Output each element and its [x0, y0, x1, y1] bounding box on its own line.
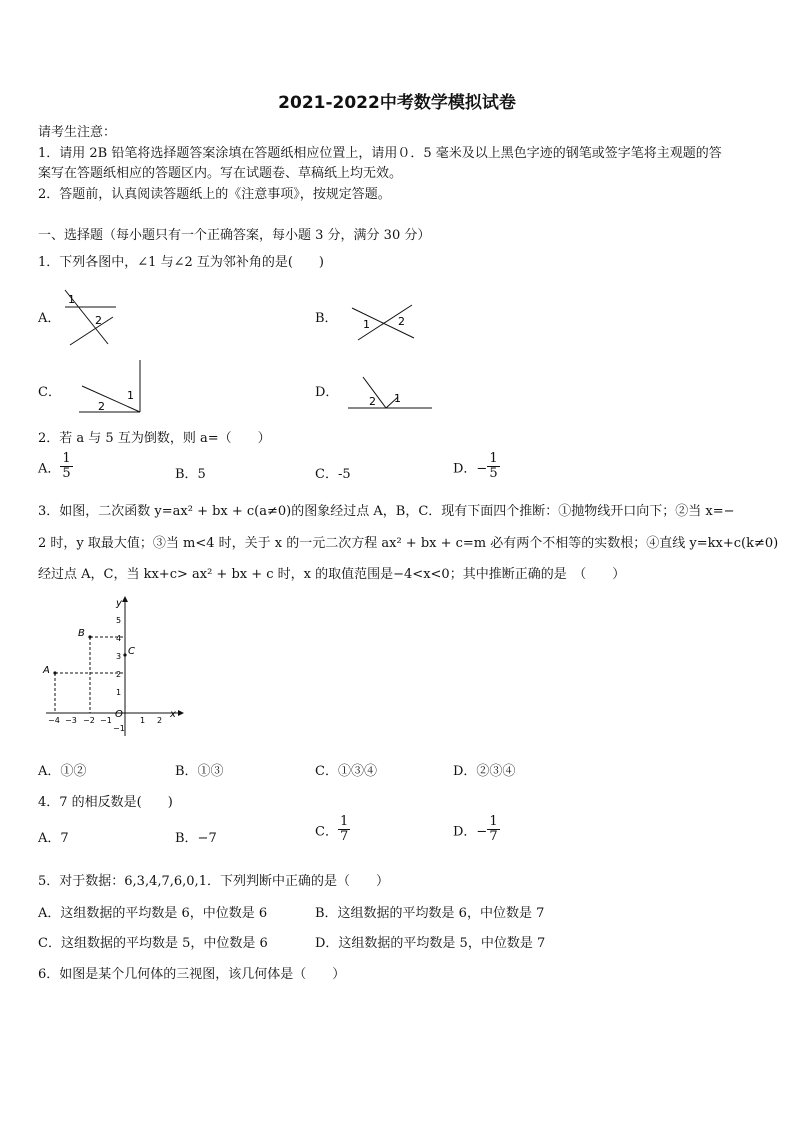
q2-option-a-label: A． — [38, 461, 61, 477]
q3-option-b: B．①③ — [175, 764, 224, 779]
x-tick: −2 — [83, 716, 95, 725]
q3-option-a: A．①② — [38, 764, 87, 779]
denominator: 7 — [339, 829, 349, 845]
page-title: 2021-2022中考数学模拟试卷 — [278, 93, 516, 113]
q4-option-d-label: D．− — [453, 824, 488, 840]
q4-option-a: A．7 — [38, 831, 69, 846]
numerator: 1 — [489, 451, 498, 466]
angle-label-1: 1 — [363, 318, 370, 331]
q4-option-c — [315, 815, 350, 845]
question-3-line-2: 2 时，y 取最大值；③当 m<4 时，关于 x 的一元二次方程 ax² + bx + c=m 必有两个不相等的实数根；④直线 y=kx+c(k≠0) — [38, 536, 779, 551]
y-tick: 3 — [116, 652, 122, 661]
point-b-label: B — [78, 628, 85, 639]
denominator: 5 — [62, 466, 71, 482]
question-5-stem: 5．对于数据：6,3,4,7,6,0,1．下列判断中正确的是（ ） — [38, 874, 389, 889]
question-1-stem: 1．下列各图中，∠1 与∠2 互为邻补角的是( ) — [38, 255, 325, 270]
numerator: 1 — [339, 814, 349, 829]
section-heading: 一、选择题（每小题只有一个正确答案，每小题 3 分，满分 30 分） — [38, 228, 431, 243]
x-tick: 2 — [157, 716, 163, 725]
notice-line-1: 1．请用 2B 铅笔将选择题答案涂填在答题纸相应位置上，请用０．5 毫米及以上黑色字迹的钢笔或签字笔将主观题的答 — [38, 146, 722, 161]
q5-option-b: B．这组数据的平均数是 6，中位数是 7 — [315, 906, 545, 921]
q5-option-d: D．这组数据的平均数是 5，中位数是 7 — [315, 936, 546, 951]
x-tick: 1 — [140, 716, 146, 725]
q1-option-d-label: D． — [315, 385, 339, 400]
q2-option-c: C．-5 — [315, 467, 351, 482]
q2-option-a — [38, 452, 73, 482]
q1-figure-d — [346, 375, 436, 411]
angle-label-2: 2 — [95, 314, 102, 327]
notice-line-2: 案写在答题纸相应的答题区内。写在试题卷、草稿纸上均无效。 — [38, 166, 403, 181]
y-tick: 2 — [116, 670, 122, 679]
angle-label-2: 2 — [369, 395, 376, 408]
y-tick: 1 — [116, 688, 122, 697]
denominator: 7 — [489, 829, 498, 845]
q3-option-d: D．②③④ — [453, 764, 516, 779]
x-tick: −3 — [65, 716, 77, 725]
q5-option-a: A．这组数据的平均数是 6，中位数是 6 — [38, 906, 268, 921]
q3-coordinate-graph — [38, 596, 188, 741]
y-tick: 4 — [116, 634, 122, 643]
q4-option-c-label: C． — [315, 824, 338, 840]
y-axis-label: y — [116, 598, 122, 609]
q1-option-b-label: B． — [315, 311, 338, 326]
q5-option-c: C．这组数据的平均数是 5，中位数是 6 — [38, 936, 268, 951]
x-tick: −1 — [100, 716, 112, 725]
q4-option-c-fraction — [338, 815, 350, 845]
question-4-stem: 4．7 的相反数是( ) — [38, 795, 173, 810]
notice-heading: 请考生注意： — [38, 125, 117, 140]
q1-figure-b — [350, 302, 420, 342]
numerator: 1 — [489, 814, 498, 829]
denominator: 5 — [489, 466, 498, 482]
q1-figure-c — [78, 360, 148, 415]
q1-option-a-label: A． — [38, 311, 61, 326]
angle-label-2: 2 — [98, 400, 105, 413]
q1-figure-a — [60, 290, 130, 350]
q2-option-d-label: D．− — [453, 461, 488, 477]
angle-label-1: 1 — [394, 392, 401, 405]
question-2-stem: 2．若 a 与 5 互为倒数，则 a=（ ） — [38, 431, 271, 446]
q3-option-c: C．①③④ — [315, 764, 377, 779]
q1-option-c-label: C． — [38, 385, 61, 400]
question-6-stem: 6．如图是某个几何体的三视图，该几何体是（ ） — [38, 967, 346, 982]
x-axis-label: x — [170, 709, 176, 720]
notice-line-3: 2．答题前，认真阅读答题纸上的《注意事项》，按规定答题。 — [38, 187, 391, 202]
q2-option-a-fraction — [60, 452, 72, 482]
x-tick: −4 — [48, 716, 60, 725]
q2-option-d — [453, 452, 500, 482]
q4-option-b: B．−7 — [175, 831, 217, 846]
y-tick: 5 — [116, 616, 122, 625]
angle-label-1: 1 — [127, 389, 134, 402]
q2-option-b: B．5 — [175, 467, 206, 482]
q4-option-d-fraction — [487, 815, 499, 845]
y-tick: −1 — [113, 724, 125, 733]
q2-option-d-fraction — [487, 452, 499, 482]
point-c-label: C — [128, 646, 135, 657]
angle-label-2: 2 — [398, 315, 405, 328]
question-3-line-3: 经过点 A，C，当 kx+c> ax² + bx + c 时，x 的取值范围是−4<x<0；其中推断正确的是 （ ） — [38, 567, 626, 582]
origin-label: O — [115, 709, 123, 720]
question-3-line-1: 3．如图，二次函数 y=ax² + bx + c(a≠0)的图象经过点 A，B，C．现有下面四个推断：①抛物线开口向下；②当 x=− — [38, 504, 735, 519]
q4-option-d — [453, 815, 500, 845]
angle-label-1: 1 — [68, 293, 75, 306]
point-a-label: A — [43, 665, 50, 676]
numerator: 1 — [62, 451, 71, 466]
